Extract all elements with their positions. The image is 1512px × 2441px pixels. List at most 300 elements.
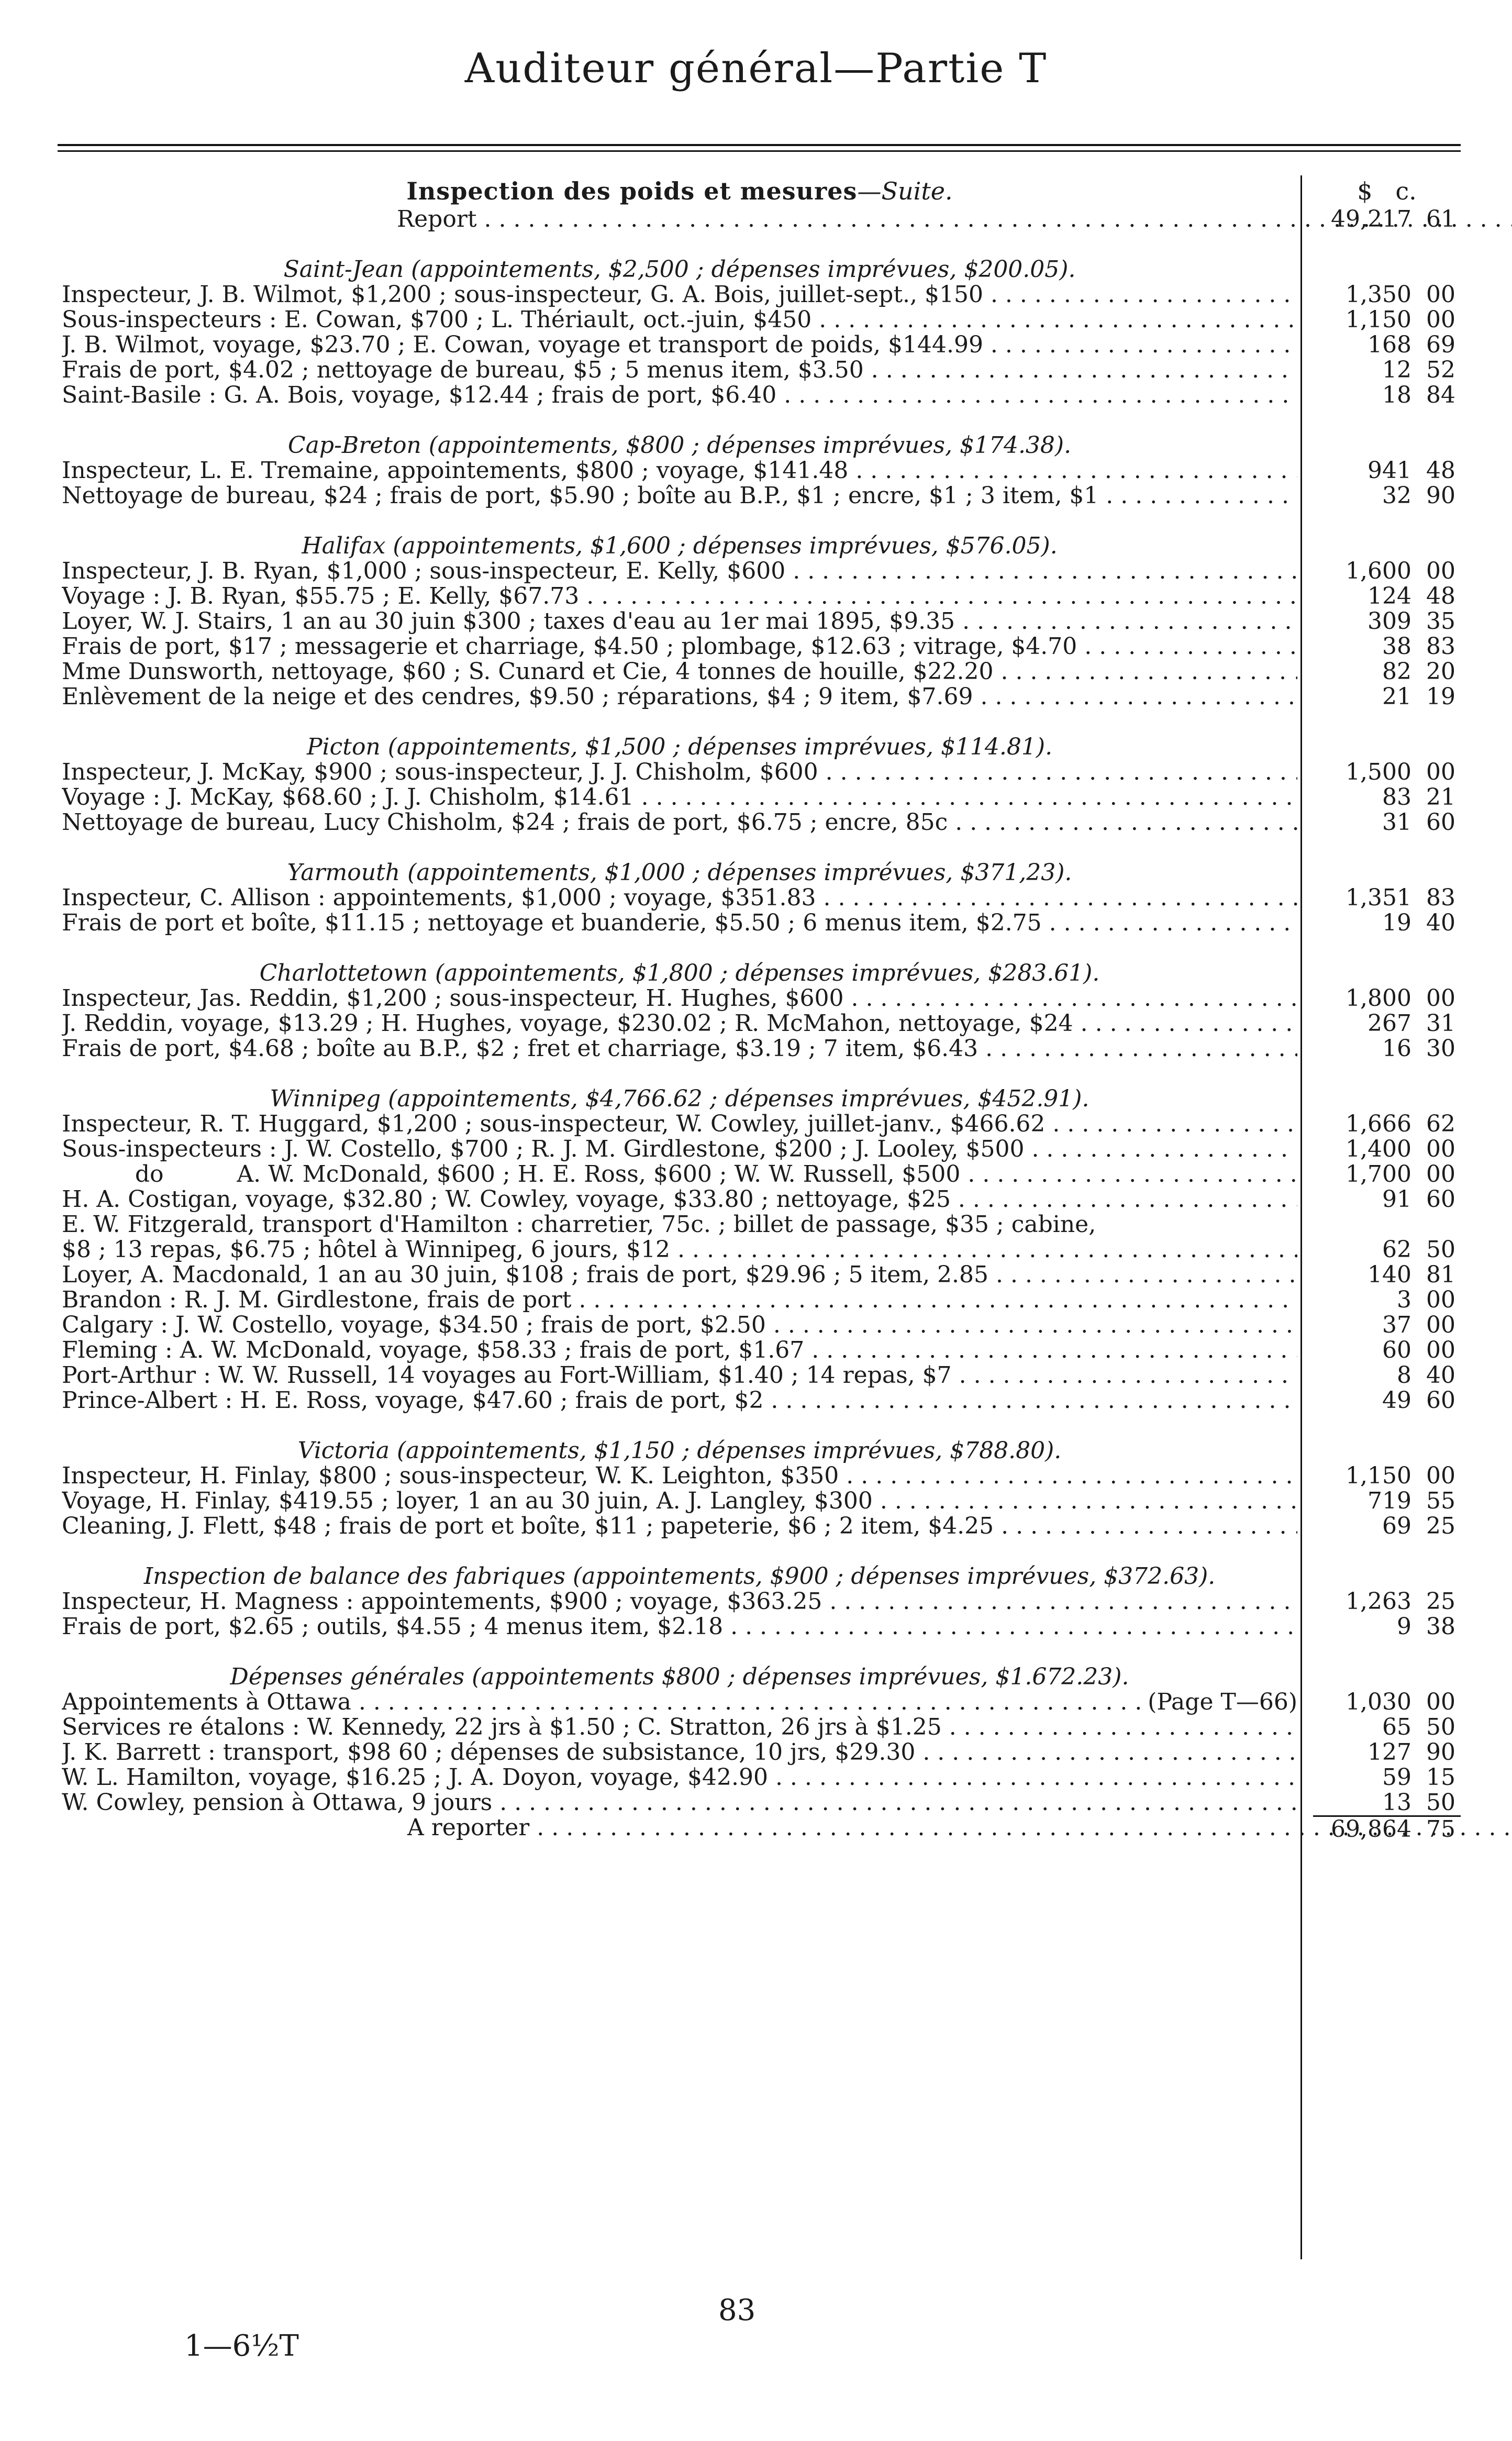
row-description — [62, 1112, 1297, 1137]
section-heading — [62, 1438, 1461, 1463]
table-row — [62, 207, 1461, 232]
table-title — [62, 175, 1297, 207]
amount-dollars: 13 — [1382, 1789, 1411, 1816]
row-amount — [1313, 207, 1461, 232]
row-text: Sous-inspecteurs : E. Cowan, $700 ; L. Thériault, oct.-juin, $450 — [62, 307, 812, 332]
table-row — [62, 1011, 1461, 1036]
row-description — [62, 1262, 1297, 1288]
amount-dollars: 127 — [1368, 1739, 1411, 1766]
amount-dollars: 91 — [1382, 1186, 1411, 1213]
row-text: Loyer, W. J. Stairs, 1 an au 30 juin $300 ; taxes d'eau au 1er mai 1895, $9.35 — [62, 609, 955, 634]
row-description — [62, 1790, 1297, 1815]
amount-dollars: 9 — [1397, 1613, 1411, 1640]
table-row — [62, 1463, 1461, 1489]
row-description — [62, 1815, 1512, 1843]
row-description — [62, 1237, 1297, 1262]
row-description — [62, 358, 1297, 383]
amount-dollars: 140 — [1368, 1261, 1411, 1288]
row-amount — [1313, 659, 1461, 684]
row-amount — [1313, 1765, 1461, 1790]
table-row — [62, 1715, 1461, 1740]
amount-cents: 19 — [1426, 683, 1455, 710]
amount-dollars: 3 — [1397, 1286, 1411, 1313]
amount-cents: 25 — [1426, 1588, 1455, 1615]
row-description — [62, 332, 1297, 358]
row-description — [62, 1489, 1297, 1514]
table-title-bold: Inspection des poids et mesures — [406, 177, 858, 205]
row-text: Inspecteur, J. B. Ryan, $1,000 ; sous-inspecteur, E. Kelly, $600 — [62, 559, 786, 584]
row-description — [62, 1715, 1297, 1740]
amount-cents: 40 — [1426, 1362, 1455, 1389]
table-row — [62, 760, 1461, 785]
row-text: Inspecteur, Jas. Reddin, $1,200 ; sous-inspecteur, H. Hughes, $600 — [62, 986, 844, 1011]
row-amount — [1313, 810, 1461, 835]
page-header: Auditeur général—Partie T — [464, 45, 1048, 92]
table-row — [62, 1212, 1461, 1237]
table-row — [62, 1514, 1461, 1539]
row-text: Frais de port et boîte, $11.15 ; nettoyage et buanderie, $5.50 ; 6 menus item, $2.75 — [62, 911, 1042, 936]
amount-dollars: 32 — [1382, 482, 1411, 509]
amount-cents: 38 — [1426, 1613, 1455, 1640]
section-title — [62, 1564, 1297, 1589]
row-description — [62, 1036, 1297, 1061]
table-row — [62, 1237, 1461, 1262]
section-heading — [62, 1665, 1461, 1690]
row-amount — [1313, 1137, 1461, 1162]
amount-dollars: 1,350 — [1346, 281, 1411, 308]
amount-cents: 48 — [1426, 583, 1455, 609]
section-heading — [62, 1564, 1461, 1589]
header-rule — [58, 150, 1461, 152]
table-rows — [62, 206, 1461, 1843]
section-heading — [62, 534, 1461, 559]
row-description — [62, 307, 1297, 332]
row-amount — [1313, 684, 1461, 709]
row-text: Winnipeg (appointements, $4,766.62 ; dépenses imprévues, $452.91). — [270, 1086, 1089, 1112]
amount-dollars: 18 — [1382, 382, 1411, 408]
table-row — [62, 1162, 1461, 1187]
page-number: 83 — [718, 2293, 756, 2327]
row-description — [62, 1514, 1297, 1539]
row-text: A reporter — [407, 1815, 530, 1840]
row-text: Victoria (appointements, $1,150 ; dépenses imprévues, $788.80). — [297, 1438, 1062, 1463]
header-rule — [58, 144, 1461, 146]
row-description — [62, 760, 1297, 785]
amount-cents: 69 — [1426, 331, 1455, 358]
row-text: Frais de port, $4.68 ; boîte au B.P., $2 ; fret et charriage, $3.19 ; 7 item, $6.43 — [62, 1036, 979, 1061]
amount-dollars: 309 — [1368, 608, 1411, 635]
row-amount — [1313, 1212, 1461, 1237]
amount-dollars: 69,864 — [1331, 1816, 1411, 1843]
row-description — [62, 1338, 1297, 1363]
row-text: Halifax (appointements, $1,600 ; dépenses imprévues, $576.05). — [302, 534, 1058, 559]
row-amount — [1313, 1388, 1461, 1413]
table-row — [62, 911, 1461, 936]
table-row — [62, 810, 1461, 835]
row-description — [62, 483, 1297, 508]
amount-cents: 00 — [1426, 1689, 1455, 1715]
row-amount — [1313, 1589, 1461, 1614]
amount-cents: 83 — [1426, 884, 1455, 911]
table-row — [62, 1112, 1461, 1137]
row-amount — [1313, 1237, 1461, 1262]
table-row — [62, 1288, 1461, 1313]
row-amount — [1313, 383, 1461, 408]
amount-dollars: 719 — [1368, 1488, 1411, 1514]
row-text: Sous-inspecteurs : J. W. Costello, $700 ; R. J. M. Girdlestone, $200 ; J. Looley, $500 — [62, 1137, 1025, 1162]
amount-cents: 00 — [1426, 1462, 1455, 1489]
row-amount — [1313, 1288, 1461, 1313]
row-description — [62, 1765, 1297, 1790]
table-row — [62, 1338, 1461, 1363]
row-amount — [1313, 785, 1461, 810]
row-amount — [1313, 483, 1461, 508]
row-description — [62, 383, 1297, 408]
amount-dollars: 1,666 — [1346, 1111, 1411, 1137]
section-title — [62, 433, 1297, 458]
amount-dollars: 941 — [1368, 457, 1411, 484]
row-description — [62, 1313, 1297, 1338]
row-amount — [1313, 1715, 1461, 1740]
section-heading — [62, 1086, 1461, 1112]
total-row — [62, 1815, 1461, 1843]
amount-cents: 00 — [1426, 985, 1455, 1012]
row-amount — [1313, 1313, 1461, 1338]
amount-cents: 83 — [1426, 633, 1455, 660]
amount-cents: 52 — [1426, 357, 1455, 383]
section-title — [62, 257, 1297, 282]
table-title-suffix: —Suite. — [857, 177, 953, 205]
row-amount — [1313, 1338, 1461, 1363]
amount-cents: 60 — [1426, 1387, 1455, 1414]
row-description — [62, 1187, 1297, 1212]
row-text: Mme Dunsworth, nettoyage, $60 ; S. Cunard et Cie, 4 tonnes de houille, $22.20 — [62, 659, 994, 684]
row-amount — [1313, 1790, 1461, 1815]
amount-cents: 00 — [1426, 306, 1455, 333]
row-amount — [1313, 634, 1461, 659]
section-title — [62, 1086, 1297, 1112]
amount-cents: 75 — [1426, 1816, 1455, 1843]
table-row — [62, 1363, 1461, 1388]
row-description — [62, 810, 1297, 835]
leader-dots: . . . . . . . . . . . . . . . . . . . . . . . . . . . . . . . . . . . . . . . . . . . . . . . . . . . . . . — [351, 1690, 1142, 1715]
row-amount — [1313, 307, 1461, 332]
row-text: E. W. Fitzgerald, transport d'Hamilton : charretier, 75c. ; billet de passage, $35 ; cabine, — [62, 1212, 1096, 1237]
row-text: Inspecteur, H. Finlay, $800 ; sous-inspecteur, W. K. Leighton, $350 — [62, 1463, 839, 1489]
row-description — [62, 282, 1297, 307]
table-row — [62, 1187, 1461, 1212]
table-row — [62, 584, 1461, 609]
amount-dollars: 124 — [1368, 583, 1411, 609]
row-text: Frais de port, $2.65 ; outils, $4.55 ; 4 menus item, $2.18 — [62, 1614, 724, 1639]
amount-dollars: 1,030 — [1346, 1689, 1411, 1715]
row-description — [62, 885, 1297, 911]
row-amount — [1313, 1514, 1461, 1539]
section-heading — [62, 961, 1461, 986]
row-amount — [1313, 1036, 1461, 1061]
amount-cents: 30 — [1426, 1035, 1455, 1062]
row-text: Inspection de balance des fabriques (appointements, $900 ; dépenses imprévues, $372.63). — [143, 1564, 1216, 1589]
amount-dollars: 1,500 — [1346, 759, 1411, 785]
row-text: Cap-Breton (appointements, $800 ; dépenses imprévues, $174.38). — [287, 433, 1072, 458]
row-amount — [1313, 1363, 1461, 1388]
row-description — [62, 609, 1297, 634]
amount-dollars: 37 — [1382, 1312, 1411, 1338]
row-amount — [1313, 1489, 1461, 1514]
row-text: Voyage : J. McKay, $68.60 ; J. J. Chisholm, $14.61 — [62, 785, 634, 810]
table-row — [62, 483, 1461, 508]
expense-table — [62, 175, 1461, 1843]
currency-heading — [1313, 175, 1461, 207]
amount-dollars: 59 — [1382, 1764, 1411, 1791]
row-amount — [1313, 332, 1461, 358]
row-text: Port-Arthur : W. W. Russell, 14 voyages au Fort-William, $1.40 ; 14 repas, $7 — [62, 1363, 952, 1388]
row-amount — [1313, 458, 1461, 483]
amount-cents: 50 — [1426, 1789, 1455, 1816]
section-title — [62, 961, 1297, 986]
table-row — [62, 1614, 1461, 1639]
table-row — [62, 1740, 1461, 1765]
row-amount — [1313, 584, 1461, 609]
table-row — [62, 1489, 1461, 1514]
row-amount — [1313, 282, 1461, 307]
table-row — [62, 1388, 1461, 1413]
row-text: W. Cowley, pension à Ottawa, 9 jours — [62, 1790, 493, 1815]
table-row — [62, 307, 1461, 332]
amount-dollars: 1,150 — [1346, 306, 1411, 333]
row-text: Charlottetown (appointements, $1,800 ; dépenses imprévues, $283.61). — [259, 961, 1100, 986]
amount-cents: 00 — [1426, 558, 1455, 584]
row-text: Nettoyage de bureau, Lucy Chisholm, $24 ; frais de port, $6.75 ; encre, 85c — [62, 810, 948, 835]
currency-dollars: $ — [1357, 177, 1373, 205]
row-text: Frais de port, $17 ; messagerie et charriage, $4.50 ; plombage, $12.63 ; vitrage, $4.70 — [62, 634, 1077, 659]
row-text: W. L. Hamilton, voyage, $16.25 ; J. A. Doyon, voyage, $42.90 — [62, 1765, 768, 1790]
row-amount — [1313, 911, 1461, 936]
table-row — [62, 785, 1461, 810]
amount-cents: 25 — [1426, 1513, 1455, 1539]
table-row — [62, 1262, 1461, 1288]
amount-cents: 00 — [1426, 1286, 1455, 1313]
row-text: Inspecteur, H. Magness : appointements, $900 ; voyage, $363.25 — [62, 1589, 822, 1614]
row-amount — [1313, 1162, 1461, 1187]
row-description — [62, 1690, 1297, 1715]
row-description — [62, 785, 1297, 810]
row-amount — [1313, 1463, 1461, 1489]
table-row — [62, 358, 1461, 383]
row-amount — [1313, 609, 1461, 634]
table-row — [62, 634, 1461, 659]
amount-dollars: 82 — [1382, 658, 1411, 685]
row-description — [62, 986, 1297, 1011]
amount-cents: 84 — [1426, 382, 1455, 408]
amount-dollars: 1,351 — [1346, 884, 1411, 911]
table-row — [62, 885, 1461, 911]
row-description — [62, 1589, 1297, 1614]
table-row — [62, 383, 1461, 408]
section-title — [62, 1438, 1297, 1463]
amount-dollars: 31 — [1382, 809, 1411, 836]
row-text: Inspecteur, J. B. Wilmot, $1,200 ; sous-inspecteur, G. A. Bois, juillet-sept., $150 — [62, 282, 983, 307]
row-text: Inspecteur, R. T. Huggard, $1,200 ; sous-inspecteur, W. Cowley, juillet-janv., $466.62 — [62, 1112, 1046, 1137]
row-amount — [1313, 1740, 1461, 1765]
section-title — [62, 1665, 1297, 1690]
row-description — [62, 1288, 1297, 1313]
section-title — [62, 534, 1297, 559]
amount-cents: 00 — [1426, 1337, 1455, 1363]
amount-dollars: 62 — [1382, 1236, 1411, 1263]
table-heading — [62, 175, 1461, 207]
table-row — [62, 986, 1461, 1011]
amount-cents: 50 — [1426, 1236, 1455, 1263]
row-text: do A. W. McDonald, $600 ; H. E. Ross, $600 ; W. W. Russell, $500 — [62, 1162, 961, 1187]
row-text: Yarmouth (appointements, $1,000 ; dépenses imprévues, $371,23). — [287, 860, 1072, 885]
amount-dollars: 1,263 — [1346, 1588, 1411, 1615]
row-text: Fleming : A. W. McDonald, voyage, $58.33 ; frais de port, $1.67 — [62, 1338, 805, 1363]
row-text: Prince-Albert : H. E. Ross, voyage, $47.60 ; frais de port, $2 — [62, 1388, 764, 1413]
row-description — [62, 584, 1297, 609]
row-description — [62, 1463, 1297, 1489]
amount-cents: 48 — [1426, 457, 1455, 484]
amount-cents: 00 — [1426, 1161, 1455, 1188]
amount-cents: 60 — [1426, 1186, 1455, 1213]
row-text: Services re étalons : W. Kennedy, 22 jrs à $1.50 ; C. Stratton, 26 jrs à $1.25 — [62, 1715, 942, 1740]
row-text: Frais de port, $4.02 ; nettoyage de bureau, $5 ; 5 menus item, $3.50 — [62, 358, 864, 383]
row-description — [62, 684, 1297, 709]
amount-dollars: 1,700 — [1346, 1161, 1411, 1188]
amount-dollars: 267 — [1368, 1010, 1411, 1037]
row-amount — [1313, 1815, 1461, 1842]
table-row — [62, 458, 1461, 483]
row-description — [62, 1614, 1297, 1639]
row-text: Brandon : R. J. M. Girdlestone, frais de port — [62, 1288, 572, 1313]
row-amount — [1313, 1690, 1461, 1715]
amount-cents: 00 — [1426, 759, 1455, 785]
amount-cents: 61 — [1426, 206, 1455, 232]
row-description — [62, 634, 1297, 659]
amount-cents: 21 — [1426, 784, 1455, 811]
amount-dollars: 38 — [1382, 633, 1411, 660]
amount-cents: 90 — [1426, 1739, 1455, 1766]
amount-dollars: 49,217 — [1331, 206, 1411, 232]
row-description — [62, 1137, 1297, 1162]
section-heading — [62, 735, 1461, 760]
row-amount — [1313, 1262, 1461, 1288]
table-row — [62, 1790, 1461, 1815]
page-reference: (Page T—66) — [1148, 1690, 1297, 1715]
table-row — [62, 1765, 1461, 1790]
row-amount — [1313, 760, 1461, 785]
printing-mark: 1—6½T — [184, 2329, 299, 2363]
table-row — [62, 1313, 1461, 1338]
row-text: J. B. Wilmot, voyage, $23.70 ; E. Cowan, voyage et transport de poids, $144.99 — [62, 332, 983, 358]
row-description — [62, 559, 1297, 584]
amount-cents: 35 — [1426, 608, 1455, 635]
amount-dollars: 83 — [1382, 784, 1411, 811]
amount-cents: 90 — [1426, 482, 1455, 509]
row-text: H. A. Costigan, voyage, $32.80 ; W. Cowley, voyage, $33.80 ; nettoyage, $25 — [62, 1187, 951, 1212]
table-row — [62, 609, 1461, 634]
amount-cents: 31 — [1426, 1010, 1455, 1037]
table-row — [62, 684, 1461, 709]
amount-dollars: 69 — [1382, 1513, 1411, 1539]
row-text: Appointements à Ottawa — [62, 1690, 351, 1715]
table-row — [62, 659, 1461, 684]
amount-dollars: 65 — [1382, 1714, 1411, 1740]
amount-cents: 62 — [1426, 1111, 1455, 1137]
row-text: Dépenses générales (appointements $800 ; dépenses imprévues, $1.672.23). — [230, 1665, 1129, 1690]
row-text: Cleaning, J. Flett, $48 ; frais de port et boîte, $11 ; papeterie, $6 ; 2 item, $4.25 — [62, 1514, 994, 1539]
section-heading — [62, 433, 1461, 458]
row-text: $8 ; 13 repas, $6.75 ; hôtel à Winnipeg, 6 jours, $12 — [62, 1237, 671, 1262]
table-row — [62, 1036, 1461, 1061]
table-row — [62, 282, 1461, 307]
row-text: Inspecteur, J. McKay, $900 ; sous-inspecteur, J. J. Chisholm, $600 — [62, 760, 818, 785]
row-description — [62, 1388, 1297, 1413]
row-text: Nettoyage de bureau, $24 ; frais de port, $5.90 ; boîte au B.P., $1 ; encre, $1 ; 3 item, $1 — [62, 483, 1099, 508]
amount-dollars: 49 — [1382, 1387, 1411, 1414]
amount-dollars: 16 — [1382, 1035, 1411, 1062]
row-description — [62, 1363, 1297, 1388]
amount-dollars: 1,600 — [1346, 558, 1411, 584]
row-text: Calgary : J. W. Costello, voyage, $34.50 ; frais de port, $2.50 — [62, 1313, 766, 1338]
row-description — [62, 458, 1297, 483]
amount-cents: 15 — [1426, 1764, 1455, 1791]
row-description — [62, 1011, 1297, 1036]
row-text: Report — [397, 207, 477, 232]
row-amount — [1313, 1614, 1461, 1639]
row-text: Voyage, H. Finlay, $419.55 ; loyer, 1 an au 30 juin, A. J. Langley, $300 — [62, 1489, 873, 1514]
table-row — [62, 1589, 1461, 1614]
amount-cents: 50 — [1426, 1714, 1455, 1740]
row-amount — [1313, 986, 1461, 1011]
amount-cents: 00 — [1426, 281, 1455, 308]
section-title — [62, 735, 1297, 760]
section-heading — [62, 860, 1461, 885]
table-row — [62, 559, 1461, 584]
row-text: Saint-Basile : G. A. Bois, voyage, $12.44 ; frais de port, $6.40 — [62, 383, 777, 408]
row-text: Enlèvement de la neige et des cendres, $9.50 ; réparations, $4 ; 9 item, $7.69 — [62, 684, 973, 709]
table-row — [62, 332, 1461, 358]
row-description — [62, 659, 1297, 684]
amount-cents: 60 — [1426, 809, 1455, 836]
amount-cents: 81 — [1426, 1261, 1455, 1288]
row-text: Inspecteur, C. Allison : appointements, $1,000 ; voyage, $351.83 — [62, 885, 816, 911]
amount-dollars: 168 — [1368, 331, 1411, 358]
row-text: Inspecteur, L. E. Tremaine, appointements, $800 ; voyage, $141.48 — [62, 458, 849, 483]
amount-dollars: 1,150 — [1346, 1462, 1411, 1489]
row-text: J. Reddin, voyage, $13.29 ; H. Hughes, voyage, $230.02 ; R. McMahon, nettoyage, $24 — [62, 1011, 1073, 1036]
amount-dollars: 12 — [1382, 357, 1411, 383]
row-amount — [1313, 1112, 1461, 1137]
row-description — [62, 1212, 1297, 1237]
row-description — [62, 1162, 1297, 1187]
row-amount — [1313, 1187, 1461, 1212]
currency-cents: c. — [1395, 177, 1417, 205]
amount-dollars: 60 — [1382, 1337, 1411, 1363]
amount-dollars: 1,400 — [1346, 1136, 1411, 1162]
amount-cents: 40 — [1426, 909, 1455, 936]
amount-dollars: 1,800 — [1346, 985, 1411, 1012]
row-amount — [1313, 358, 1461, 383]
amount-cents: 20 — [1426, 658, 1455, 685]
table-row — [62, 1137, 1461, 1162]
row-description — [62, 1740, 1297, 1765]
row-amount — [1313, 885, 1461, 911]
section-heading — [62, 257, 1461, 282]
row-amount — [1313, 1011, 1461, 1036]
amount-cents: 55 — [1426, 1488, 1455, 1514]
amount-dollars: 19 — [1382, 909, 1411, 936]
